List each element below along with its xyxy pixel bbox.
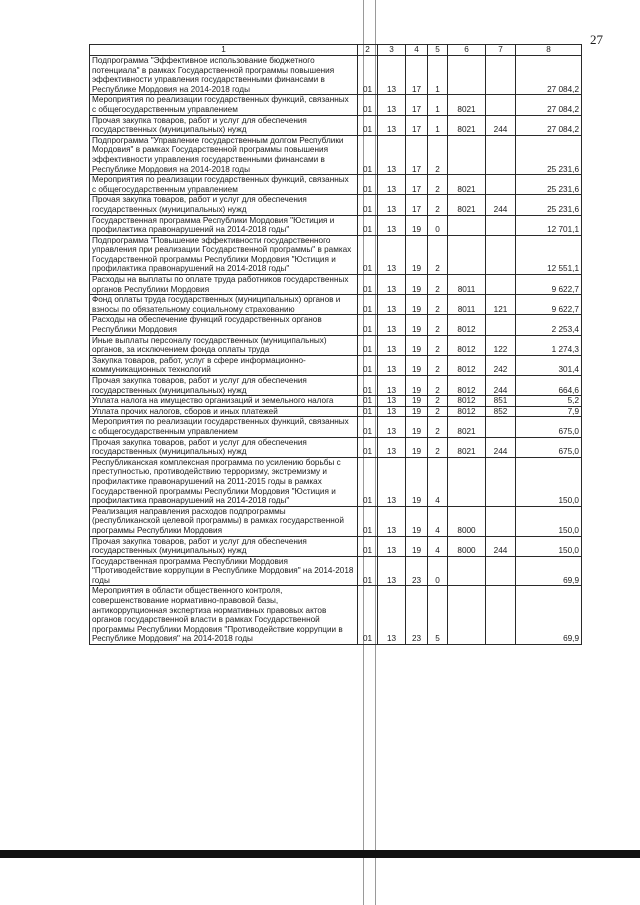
row-code-cell-c6: [448, 56, 486, 95]
row-code-cell-c3: 13: [378, 195, 406, 215]
row-code-cell-c3: 13: [378, 396, 406, 407]
col-header-1: 1: [90, 45, 358, 56]
row-code-cell-c5: 2: [428, 376, 448, 396]
table-row: [90, 417, 582, 437]
row-name-cell: Прочая закупка товаров, работ и услуг для обеспечения государственных (муниципальных) нужд: [90, 195, 358, 215]
row-code-cell-c5: 2: [428, 355, 448, 375]
row-code-cell-c7: [486, 135, 516, 174]
row-name-cell: Мероприятия по реализации государственных функций, связанных с общегосударственным управлением: [90, 95, 358, 115]
row-code-cell-c3: 13: [378, 376, 406, 396]
row-code-cell-c2: 01: [358, 235, 378, 274]
row-code-cell-c5: 1: [428, 95, 448, 115]
row-code-cell-c7: 121: [486, 295, 516, 315]
row-code-cell-c4: 19: [406, 437, 428, 457]
row-code-cell-c3: 13: [378, 135, 406, 174]
col-header-6: 6: [448, 45, 486, 56]
row-code-cell-c8: 675,0: [516, 417, 582, 437]
row-code-cell-c8: 25 231,6: [516, 175, 582, 195]
row-code-cell-c3: 13: [378, 335, 406, 355]
col-header-7: 7: [486, 45, 516, 56]
row-code-cell-c6: 8021: [448, 175, 486, 195]
row-name-cell: Мероприятия по реализации государственных функций, связанных с общегосударственным управлением: [90, 417, 358, 437]
row-code-cell-c5: 4: [428, 457, 448, 506]
row-code-cell-c2: 01: [358, 315, 378, 335]
row-name-cell: Расходы на выплаты по оплате труда работников государственных органов Республики Мордовия: [90, 275, 358, 295]
row-code-cell-c5: 2: [428, 275, 448, 295]
row-code-cell-c2: 01: [358, 115, 378, 135]
row-code-cell-c6: 8021: [448, 437, 486, 457]
row-code-cell-c5: 1: [428, 115, 448, 135]
table-row: [90, 135, 582, 174]
row-code-cell-c2: 01: [358, 586, 378, 645]
row-code-cell-c8: 25 231,6: [516, 135, 582, 174]
row-code-cell-c8: 675,0: [516, 437, 582, 457]
row-code-cell-c4: 19: [406, 506, 428, 536]
row-code-cell-c4: 23: [406, 556, 428, 586]
row-code-cell-c4: 19: [406, 275, 428, 295]
row-code-cell-c2: 01: [358, 275, 378, 295]
row-name-cell: Прочая закупка товаров, работ и услуг для обеспечения государственных (муниципальных) нужд: [90, 376, 358, 396]
row-code-cell-c4: 17: [406, 135, 428, 174]
row-code-cell-c6: 8012: [448, 376, 486, 396]
row-code-cell-c3: 13: [378, 115, 406, 135]
table-row: [90, 95, 582, 115]
table-row: [90, 335, 582, 355]
row-code-cell-c4: 19: [406, 295, 428, 315]
row-code-cell-c5: 2: [428, 135, 448, 174]
row-code-cell-c6: [448, 586, 486, 645]
row-name-cell: Подпрограмма "Эффективное использование бюджетного потенциала" в рамках Государственной программы повышения эффективности управления государственными финансами в Республике Мордовия на 2014-2018 годы: [90, 56, 358, 95]
row-code-cell-c6: 8012: [448, 315, 486, 335]
row-code-cell-c2: 01: [358, 56, 378, 95]
row-code-cell-c7: [486, 586, 516, 645]
row-code-cell-c7: [486, 95, 516, 115]
row-code-cell-c3: 13: [378, 275, 406, 295]
row-code-cell-c6: 8012: [448, 396, 486, 407]
row-code-cell-c4: 17: [406, 56, 428, 95]
row-name-cell: Мероприятия по реализации государственных функций, связанных с общегосударственным управлением: [90, 175, 358, 195]
row-code-cell-c3: 13: [378, 295, 406, 315]
row-code-cell-c8: 25 231,6: [516, 195, 582, 215]
row-code-cell-c7: [486, 275, 516, 295]
row-code-cell-c5: 4: [428, 536, 448, 556]
row-code-cell-c2: 01: [358, 215, 378, 235]
row-code-cell-c8: 2 253,4: [516, 315, 582, 335]
table-row: [90, 406, 582, 417]
table-row: [90, 235, 582, 274]
table-row: [90, 275, 582, 295]
row-code-cell-c2: 01: [358, 417, 378, 437]
row-name-cell: Реализация направления расходов подпрограммы (республиканской целевой программы) в рамках государственной программы Республики Мордовия: [90, 506, 358, 536]
row-code-cell-c5: 2: [428, 417, 448, 437]
row-code-cell-c6: [448, 457, 486, 506]
row-code-cell-c4: 19: [406, 315, 428, 335]
row-code-cell-c8: 150,0: [516, 506, 582, 536]
table-row: [90, 315, 582, 335]
row-code-cell-c5: 2: [428, 437, 448, 457]
row-code-cell-c2: 01: [358, 95, 378, 115]
row-code-cell-c3: 13: [378, 536, 406, 556]
row-code-cell-c4: 23: [406, 586, 428, 645]
row-code-cell-c7: [486, 506, 516, 536]
row-code-cell-c8: 12 701,1: [516, 215, 582, 235]
row-code-cell-c2: 01: [358, 406, 378, 417]
row-code-cell-c6: 8021: [448, 417, 486, 437]
row-code-cell-c6: 8012: [448, 406, 486, 417]
row-code-cell-c7: 244: [486, 437, 516, 457]
row-code-cell-c5: 5: [428, 586, 448, 645]
row-code-cell-c4: 19: [406, 355, 428, 375]
row-name-cell: Закупка товаров, работ, услуг в сфере информационно-коммуникационных технологий: [90, 355, 358, 375]
row-code-cell-c3: 13: [378, 437, 406, 457]
row-code-cell-c3: 13: [378, 406, 406, 417]
row-code-cell-c4: 19: [406, 335, 428, 355]
row-code-cell-c2: 01: [358, 295, 378, 315]
row-code-cell-c6: 8021: [448, 195, 486, 215]
row-code-cell-c6: 8021: [448, 95, 486, 115]
row-code-cell-c4: 19: [406, 396, 428, 407]
row-code-cell-c5: 2: [428, 406, 448, 417]
row-code-cell-c2: 01: [358, 175, 378, 195]
row-code-cell-c2: 01: [358, 556, 378, 586]
row-code-cell-c7: 242: [486, 355, 516, 375]
row-code-cell-c3: 13: [378, 235, 406, 274]
row-code-cell-c3: 13: [378, 506, 406, 536]
row-code-cell-c3: 13: [378, 315, 406, 335]
row-name-cell: Прочая закупка товаров, работ и услуг для обеспечения государственных (муниципальных) нужд: [90, 437, 358, 457]
row-code-cell-c8: 9 622,7: [516, 275, 582, 295]
row-code-cell-c7: 122: [486, 335, 516, 355]
row-code-cell-c8: 5,2: [516, 396, 582, 407]
row-code-cell-c5: 2: [428, 315, 448, 335]
table-row: [90, 536, 582, 556]
row-code-cell-c4: 17: [406, 115, 428, 135]
row-code-cell-c4: 19: [406, 235, 428, 274]
row-name-cell: Уплата прочих налогов, сборов и иных платежей: [90, 406, 358, 417]
row-code-cell-c2: 01: [358, 135, 378, 174]
row-code-cell-c3: 13: [378, 417, 406, 437]
row-name-cell: Подпрограмма "Повышение эффективности государственного управления при реализации Государственной программы" в рамках Государственной программы Республики Мордовия "Юстиция и профилактика правонарушений на 2014-2018 годы": [90, 235, 358, 274]
row-code-cell-c4: 19: [406, 406, 428, 417]
row-code-cell-c7: [486, 417, 516, 437]
row-code-cell-c2: 01: [358, 195, 378, 215]
row-code-cell-c6: 8012: [448, 335, 486, 355]
row-code-cell-c5: 2: [428, 195, 448, 215]
row-code-cell-c4: 19: [406, 457, 428, 506]
scan-edge-bar: [0, 850, 640, 858]
row-code-cell-c8: 664,6: [516, 376, 582, 396]
row-code-cell-c7: [486, 556, 516, 586]
row-code-cell-c5: 2: [428, 235, 448, 274]
col-header-3: 3: [378, 45, 406, 56]
row-code-cell-c6: 8000: [448, 536, 486, 556]
row-code-cell-c8: 9 622,7: [516, 295, 582, 315]
row-name-cell: Уплата налога на имущество организаций и земельного налога: [90, 396, 358, 407]
row-code-cell-c2: 01: [358, 506, 378, 536]
row-code-cell-c5: 0: [428, 556, 448, 586]
row-code-cell-c6: 8012: [448, 355, 486, 375]
row-code-cell-c7: [486, 56, 516, 95]
table-row: [90, 506, 582, 536]
row-code-cell-c8: 27 084,2: [516, 115, 582, 135]
row-name-cell: Прочая закупка товаров, работ и услуг для обеспечения государственных (муниципальных) нужд: [90, 536, 358, 556]
table-row: [90, 175, 582, 195]
row-code-cell-c4: 17: [406, 175, 428, 195]
row-code-cell-c7: [486, 175, 516, 195]
row-code-cell-c8: 1 274,3: [516, 335, 582, 355]
row-code-cell-c2: 01: [358, 457, 378, 506]
row-code-cell-c7: 244: [486, 195, 516, 215]
row-code-cell-c7: 244: [486, 376, 516, 396]
row-code-cell-c4: 17: [406, 95, 428, 115]
table-row: [90, 195, 582, 215]
row-code-cell-c8: 150,0: [516, 536, 582, 556]
table-row: [90, 586, 582, 645]
row-name-cell: Подпрограмма "Управление государственным долгом Республики Мордовия" в рамках Государственной программы повышения эффективности управления государственными финансами в Республике Мордовия на 2014-2018 годы: [90, 135, 358, 174]
row-code-cell-c5: 2: [428, 335, 448, 355]
col-header-2: 2: [358, 45, 378, 56]
page-number: 27: [590, 32, 603, 47]
row-code-cell-c3: 13: [378, 586, 406, 645]
row-code-cell-c3: 13: [378, 175, 406, 195]
table-row: [90, 115, 582, 135]
row-code-cell-c6: [448, 215, 486, 235]
row-name-cell: Мероприятия в области общественного контроля, совершенствование нормативно-правовой базы, антикоррупционная экспертиза нормативных правовых актов органов государственной власти в рамках Государственной программы Республики Мордовия "Противодействие коррупции в Республике Мордовия" на 2014-2018 годы: [90, 586, 358, 645]
row-code-cell-c5: 4: [428, 506, 448, 536]
row-code-cell-c2: 01: [358, 437, 378, 457]
table-row: [90, 56, 582, 95]
table-row: [90, 556, 582, 586]
row-code-cell-c2: 01: [358, 335, 378, 355]
row-code-cell-c8: 27 084,2: [516, 95, 582, 115]
row-code-cell-c4: 17: [406, 195, 428, 215]
row-code-cell-c8: 69,9: [516, 586, 582, 645]
row-name-cell: Республиканская комплексная программа по усилению борьбы с преступностью, противодействию терроризму, экстремизму и профилактике правонарушений на 2011-2015 годы в рамках Государственной программы Республики Мордовия "Юстиция и профилактика правонарушений на 2014-2018 годы": [90, 457, 358, 506]
col-header-8: 8: [516, 45, 582, 56]
row-name-cell: Государственная программа Республики Мордовия "Юстиция и профилактика правонарушений на 2014-2018 годы": [90, 215, 358, 235]
row-code-cell-c6: [448, 135, 486, 174]
row-name-cell: Прочая закупка товаров, работ и услуг для обеспечения государственных (муниципальных) нужд: [90, 115, 358, 135]
row-name-cell: Иные выплаты персоналу государственных (муниципальных) органов, за исключением фонда оплаты труда: [90, 335, 358, 355]
row-code-cell-c7: [486, 457, 516, 506]
row-code-cell-c7: [486, 235, 516, 274]
row-code-cell-c4: 19: [406, 536, 428, 556]
row-code-cell-c5: 2: [428, 295, 448, 315]
col-header-5: 5: [428, 45, 448, 56]
row-code-cell-c6: 8011: [448, 295, 486, 315]
row-code-cell-c5: 2: [428, 175, 448, 195]
row-code-cell-c8: 69,9: [516, 556, 582, 586]
row-code-cell-c5: 2: [428, 396, 448, 407]
row-code-cell-c7: [486, 315, 516, 335]
row-code-cell-c4: 19: [406, 215, 428, 235]
row-code-cell-c8: 12 551,1: [516, 235, 582, 274]
table-row: [90, 457, 582, 506]
row-code-cell-c8: 301,4: [516, 355, 582, 375]
row-code-cell-c3: 13: [378, 56, 406, 95]
row-code-cell-c6: 8011: [448, 275, 486, 295]
row-code-cell-c8: 27 084,2: [516, 56, 582, 95]
row-code-cell-c5: 1: [428, 56, 448, 95]
row-code-cell-c2: 01: [358, 536, 378, 556]
row-name-cell: Расходы на обеспечение функций государственных органов Республики Мордовия: [90, 315, 358, 335]
table-row: [90, 215, 582, 235]
row-code-cell-c7: 244: [486, 536, 516, 556]
row-code-cell-c3: 13: [378, 457, 406, 506]
row-name-cell: Государственная программа Республики Мордовия "Противодействие коррупции в Республике Мордовия" на 2014-2018 годы: [90, 556, 358, 586]
row-code-cell-c7: 851: [486, 396, 516, 407]
row-code-cell-c3: 13: [378, 215, 406, 235]
row-code-cell-c6: 8000: [448, 506, 486, 536]
row-code-cell-c7: 852: [486, 406, 516, 417]
row-code-cell-c7: [486, 215, 516, 235]
table-row: [90, 295, 582, 315]
row-code-cell-c5: 0: [428, 215, 448, 235]
header-row: [90, 45, 582, 56]
table-row: [90, 396, 582, 407]
table-row: [90, 437, 582, 457]
row-code-cell-c2: 01: [358, 355, 378, 375]
row-code-cell-c2: 01: [358, 396, 378, 407]
row-code-cell-c7: 244: [486, 115, 516, 135]
row-name-cell: Фонд оплаты труда государственных (муниципальных) органов и взносы по обязательному социальному страхованию: [90, 295, 358, 315]
row-code-cell-c8: 7,9: [516, 406, 582, 417]
row-code-cell-c3: 13: [378, 355, 406, 375]
row-code-cell-c2: 01: [358, 376, 378, 396]
row-code-cell-c4: 19: [406, 417, 428, 437]
table-row: [90, 355, 582, 375]
row-code-cell-c3: 13: [378, 556, 406, 586]
budget-table: [89, 44, 582, 645]
col-header-4: 4: [406, 45, 428, 56]
row-code-cell-c8: 150,0: [516, 457, 582, 506]
row-code-cell-c4: 19: [406, 376, 428, 396]
row-code-cell-c6: [448, 235, 486, 274]
row-code-cell-c6: 8021: [448, 115, 486, 135]
row-code-cell-c6: [448, 556, 486, 586]
row-code-cell-c3: 13: [378, 95, 406, 115]
table-row: [90, 376, 582, 396]
